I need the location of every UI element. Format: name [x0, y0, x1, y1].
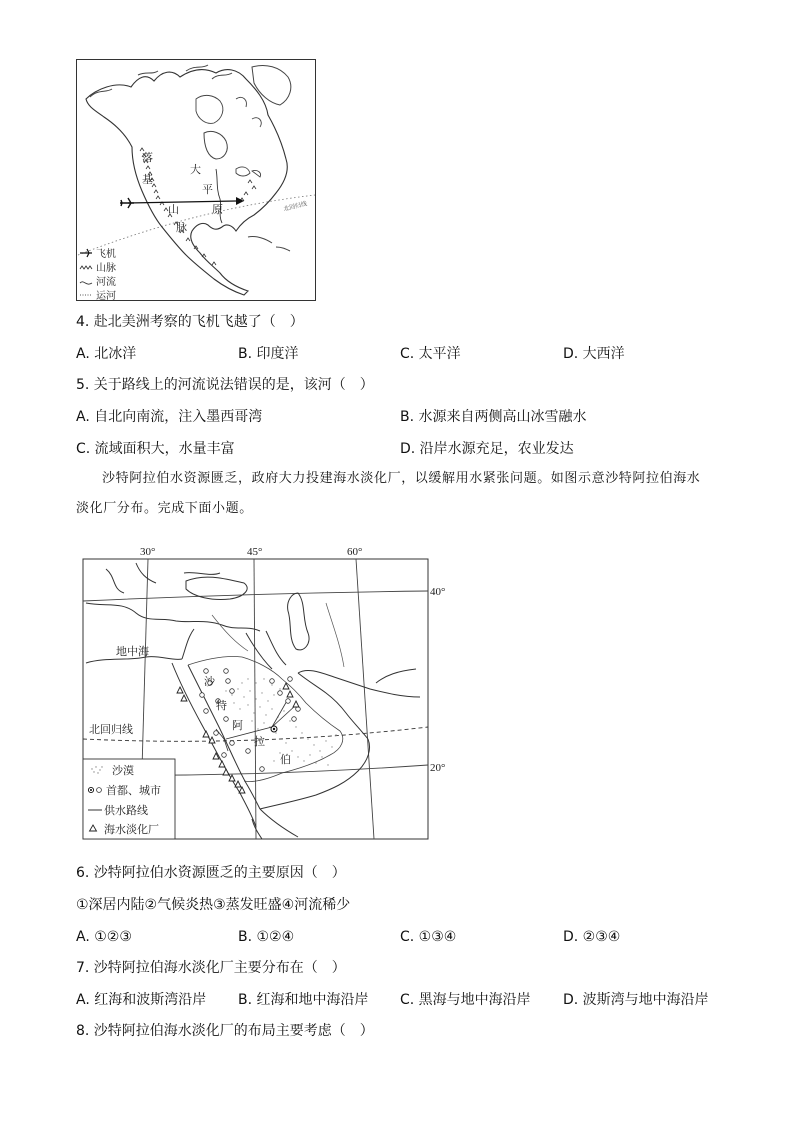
- label-sha: 沙: [204, 675, 215, 688]
- q4-option-b[interactable]: B. 印度洋: [238, 346, 299, 362]
- legend-mountain: 山脉: [96, 263, 116, 274]
- legend-airplane: 飞机: [96, 249, 116, 260]
- question-6-stem: 6. 沙特阿拉伯水资源匮乏的主要原因（ ）: [76, 865, 346, 881]
- map2-legend: [83, 759, 175, 839]
- label-mai: 脉: [176, 221, 187, 234]
- q6-option-d[interactable]: D. ②③④: [563, 929, 621, 945]
- legend-desalination: 海水淡化厂: [104, 823, 159, 836]
- question-7-stem: 7. 沙特阿拉伯海水淡化厂主要分布在（ ）: [76, 960, 346, 976]
- label-tropic-cancer: 北回归线: [89, 723, 133, 736]
- legend-route: 供水路线: [104, 804, 148, 817]
- saudi-arabia-map: [76, 543, 456, 841]
- lat-40: 40°: [430, 586, 446, 598]
- q4-option-d[interactable]: D. 大西洋: [563, 346, 625, 362]
- label-shan: 山: [168, 203, 179, 216]
- q6-option-a[interactable]: A. ①②③: [76, 929, 132, 945]
- q7-option-c[interactable]: C. 黑海与地中海沿岸: [400, 992, 531, 1008]
- north-america-map-svg: [76, 59, 316, 301]
- legend-canal: 运河: [96, 291, 116, 301]
- label-luo: 落: [142, 151, 153, 164]
- lat-20: 20°: [430, 762, 446, 774]
- label-a: 阿: [232, 719, 243, 732]
- legend-city: 首都、城市: [106, 784, 161, 797]
- intro-line-2: 淡化厂分布。完成下面小题。: [76, 501, 253, 516]
- label-tropic-na: 北回归线: [282, 200, 308, 213]
- label-ping: 平: [202, 183, 213, 196]
- legend-river: 河流: [96, 277, 116, 288]
- label-mediterranean: 地中海: [116, 645, 149, 658]
- saudi-arabia-map-svg: [76, 543, 456, 841]
- question-5-stem: 5. 关于路线上的河流说法错误的是，该河（ ）: [76, 377, 374, 393]
- intro-line-1: 沙特阿拉伯水资源匮乏，政府大力投建海水淡化厂，以缓解用水紧张问题。如图示意沙特阿拉伯海水: [102, 471, 701, 486]
- q7-option-d[interactable]: D. 波斯湾与地中海沿岸: [563, 992, 709, 1008]
- q5-option-a[interactable]: A. 自北向南流，注入墨西哥湾: [76, 409, 263, 425]
- question-4-stem: 4. 赴北美洲考察的飞机飞越了（ ）: [76, 314, 304, 330]
- lon-45: 45°: [247, 546, 263, 558]
- question-8-stem: 8. 沙特阿拉伯海水淡化厂的布局主要考虑（ ）: [76, 1023, 374, 1039]
- city-legend-icon: [97, 788, 102, 793]
- q7-option-a[interactable]: A. 红海和波斯湾沿岸: [76, 992, 207, 1008]
- label-te: 特: [216, 699, 227, 712]
- q5-option-c[interactable]: C. 流域面积大，水量丰富: [76, 441, 235, 457]
- label-bo: 伯: [280, 753, 291, 766]
- legend-desert: 沙漠: [112, 764, 134, 777]
- q6-option-b[interactable]: B. ①②④: [238, 929, 295, 945]
- label-da: 大: [190, 163, 201, 176]
- label-yuan: 原: [212, 203, 223, 216]
- label-la: 拉: [254, 735, 265, 748]
- q5-option-b[interactable]: B. 水源来自两侧高山冰雪融水: [400, 409, 587, 425]
- lon-30: 30°: [140, 546, 156, 558]
- q7-option-b[interactable]: B. 红海和地中海沿岸: [238, 992, 369, 1008]
- q4-option-c[interactable]: C. 太平洋: [400, 346, 461, 362]
- north-america-map: [76, 59, 316, 301]
- q6-option-c[interactable]: C. ①③④: [400, 929, 457, 945]
- question-6-statements: ①深居内陆②气候炎热③蒸发旺盛④河流稀少: [76, 897, 351, 913]
- label-ji: 基: [142, 173, 153, 186]
- lon-60: 60°: [347, 546, 363, 558]
- q4-option-a[interactable]: A. 北冰洋: [76, 346, 137, 362]
- q5-option-d[interactable]: D. 沿岸水源充足，农业发达: [400, 441, 574, 457]
